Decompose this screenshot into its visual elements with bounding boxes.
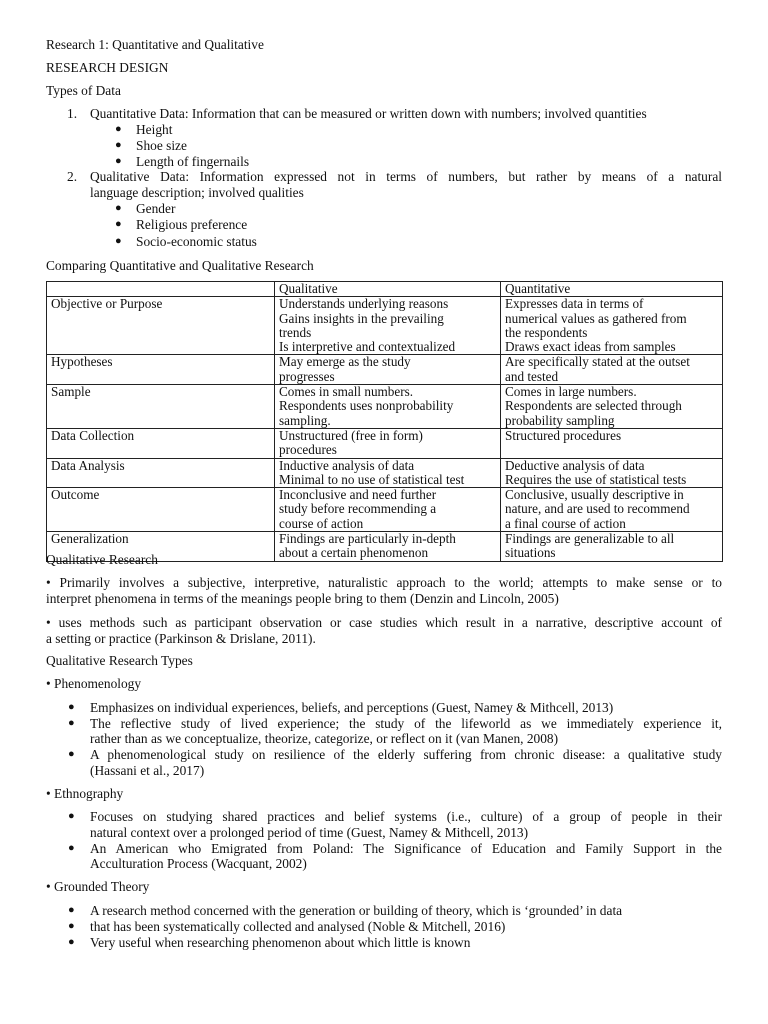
bullet-line: Very useful when researching phenomenon about which little is known [90, 935, 471, 950]
cell-line: Structured procedures [505, 428, 622, 443]
cell-line: Deductive analysis of data [505, 458, 645, 473]
cell-line: a final course of action [505, 515, 626, 531]
table-header-cell [47, 282, 275, 297]
cell-line: Gains insights in the prevailing [279, 310, 444, 326]
table-row [47, 355, 723, 385]
list-item-text: Qualitative Data: Information expressed not in terms of numbers, but rather by means of a natural [90, 169, 722, 184]
cell-line: Findings are particularly in-depth [279, 531, 456, 547]
bullet-line: An American who Emigrated from Poland: The Significance of Education and Family Support in the [90, 841, 722, 856]
cell-line: course of action [279, 515, 364, 531]
bullet-item: Socio-economic status [136, 234, 257, 249]
research-type-name: • Phenomenology [46, 676, 142, 691]
types-of-data-heading: Types of Data [46, 83, 121, 98]
list-item-text: language description; involved qualities [90, 185, 304, 200]
bullet-icon: ● [115, 202, 122, 214]
bullet-icon: ● [115, 139, 122, 151]
bullet-line: Focuses on studying shared practices and belief systems (i.e., culture) of a group of people in their [90, 809, 722, 824]
cell-line: progresses [279, 368, 335, 384]
bullet-icon: ● [68, 842, 75, 854]
cell-line: numerical values as gathered from [505, 310, 687, 326]
document-title: Research 1: Quantitative and Qualitative [46, 37, 264, 52]
list-item-text: Quantitative Data: Information that can be measured or written down with numbers; involved quantities [90, 106, 647, 121]
quantitative-cell [501, 458, 723, 488]
cell-line: Findings are generalizable to all [505, 531, 675, 547]
qualitative-cell [275, 428, 501, 458]
qualitative-cell [275, 532, 501, 562]
table-header-row [47, 282, 723, 297]
bullet-icon: ● [68, 904, 75, 916]
quantitative-cell [501, 428, 723, 458]
research-types-heading: Qualitative Research Types [46, 653, 193, 668]
cell-line: Unstructured (free in form) [279, 428, 423, 443]
cell-line: and tested [505, 368, 559, 384]
bullet-line: that has been systematically collected and analysed (Noble & Mitchell, 2016) [90, 919, 506, 934]
cell-line: probability sampling [505, 412, 615, 428]
row-label: Data Collection [47, 428, 275, 458]
cell-line: Requires the use of statistical tests [505, 471, 687, 487]
cell-line: about a certain phenomenon [279, 545, 429, 561]
paragraph-line: • uses methods such as participant observation or case studies which result in a narrative, descriptive account of [46, 615, 722, 630]
bullet-icon: ● [68, 701, 75, 713]
bullet-icon: ● [115, 155, 122, 167]
cell-line: Minimal to no use of statistical test [279, 471, 465, 487]
bullet-item: Height [136, 122, 173, 137]
table-header-cell: Quantitative [501, 282, 723, 297]
bullet-icon: ● [115, 235, 122, 247]
cell-line: trends [279, 324, 312, 340]
research-type-name: • Grounded Theory [46, 879, 150, 894]
table-header-cell: Qualitative [275, 282, 501, 297]
comparison-table [46, 281, 723, 562]
quantitative-cell [501, 297, 723, 355]
quantitative-cell [501, 355, 723, 385]
cell-line: procedures [279, 442, 337, 458]
quantitative-cell [501, 488, 723, 532]
table-row [47, 297, 723, 355]
cell-line: Respondents are selected through [505, 398, 682, 414]
qualitative-cell [275, 355, 501, 385]
cell-line: May emerge as the study [279, 354, 411, 370]
research-type-name: • Ethnography [46, 786, 124, 801]
cell-line: sampling. [279, 412, 331, 428]
paragraph-line: • Primarily involves a subjective, interpretive, naturalistic approach to the world; attempts to make sense or to [46, 575, 722, 590]
table-row [47, 458, 723, 488]
bullet-item: Shoe size [136, 138, 187, 153]
cell-line: Comes in large numbers. [505, 384, 637, 400]
quantitative-cell [501, 532, 723, 562]
list-number: 2. [67, 169, 78, 184]
quantitative-cell [501, 385, 723, 429]
cell-line: Understands underlying reasons [279, 296, 449, 312]
cell-line: study before recommending a [279, 501, 437, 517]
qualitative-research-heading: Qualitative Research [46, 552, 158, 567]
bullet-item: Religious preference [136, 217, 248, 232]
table-row [47, 488, 723, 532]
cell-line: Conclusive, usually descriptive in [505, 487, 684, 503]
bullet-item: Length of fingernails [136, 154, 250, 169]
cell-line: Respondents uses nonprobability [279, 398, 454, 414]
bullet-icon: ● [115, 218, 122, 230]
table-row [47, 428, 723, 458]
compare-heading: Comparing Quantitative and Qualitative Research [46, 258, 314, 273]
bullet-icon: ● [68, 717, 75, 729]
cell-line: Expresses data in terms of [505, 296, 644, 312]
paragraph-line: interpret phenomena in terms of the meanings people bring to them (Denzin and Lincoln, 2005) [46, 591, 559, 606]
qualitative-cell [275, 385, 501, 429]
bullet-item: Gender [136, 201, 176, 216]
table-row [47, 385, 723, 429]
bullet-line: Emphasizes on individual experiences, beliefs, and perceptions (Guest, Namey & Mithcell, 2013) [90, 700, 614, 715]
row-label: Data Analysis [47, 458, 275, 488]
bullet-icon: ● [68, 748, 75, 760]
row-label: Generalization [47, 532, 275, 562]
section-heading: RESEARCH DESIGN [46, 60, 169, 75]
cell-line: Are specifically stated at the outset [505, 354, 690, 370]
bullet-line: A phenomenological study on resilience of the elderly suffering from chronic disease: a qualitative study [90, 747, 722, 762]
bullet-icon: ● [68, 920, 75, 932]
bullet-line: (Hassani et al., 2017) [90, 763, 205, 778]
cell-line: Inductive analysis of data [279, 458, 415, 473]
bullet-line: natural context over a prolonged period of time (Guest, Namey & Mithcell, 2013) [90, 825, 529, 840]
bullet-line: rather than as we conceptualize, theorize, categorize, or reflect on it (van Manen, 2008) [90, 731, 559, 746]
cell-line: Inconclusive and need further [279, 487, 437, 503]
bullet-line: A research method concerned with the generation or building of theory, which is ‘grounded’ in data [90, 903, 623, 918]
paragraph-line: a setting or practice (Parkinson & Drislane, 2011). [46, 631, 316, 646]
cell-line: nature, and are used to recommend [505, 501, 690, 517]
bullet-icon: ● [115, 123, 122, 135]
row-label: Sample [47, 385, 275, 429]
cell-line: Is interpretive and contextualized [279, 339, 456, 355]
cell-line: Comes in small numbers. [279, 384, 414, 400]
row-label: Outcome [47, 488, 275, 532]
bullet-line: The reflective study of lived experience; the study of the lifeworld as we immediately experience it, [90, 716, 722, 731]
cell-line: the respondents [505, 324, 588, 340]
qualitative-cell [275, 488, 501, 532]
cell-line: situations [505, 545, 556, 561]
bullet-line: Acculturation Process (Wacquant, 2002) [90, 856, 307, 871]
row-label: Objective or Purpose [47, 297, 275, 355]
qualitative-cell [275, 297, 501, 355]
bullet-icon: ● [68, 936, 75, 948]
row-label: Hypotheses [47, 355, 275, 385]
list-number: 1. [67, 106, 78, 121]
cell-line: Draws exact ideas from samples [505, 339, 676, 355]
qualitative-cell [275, 458, 501, 488]
bullet-icon: ● [68, 810, 75, 822]
